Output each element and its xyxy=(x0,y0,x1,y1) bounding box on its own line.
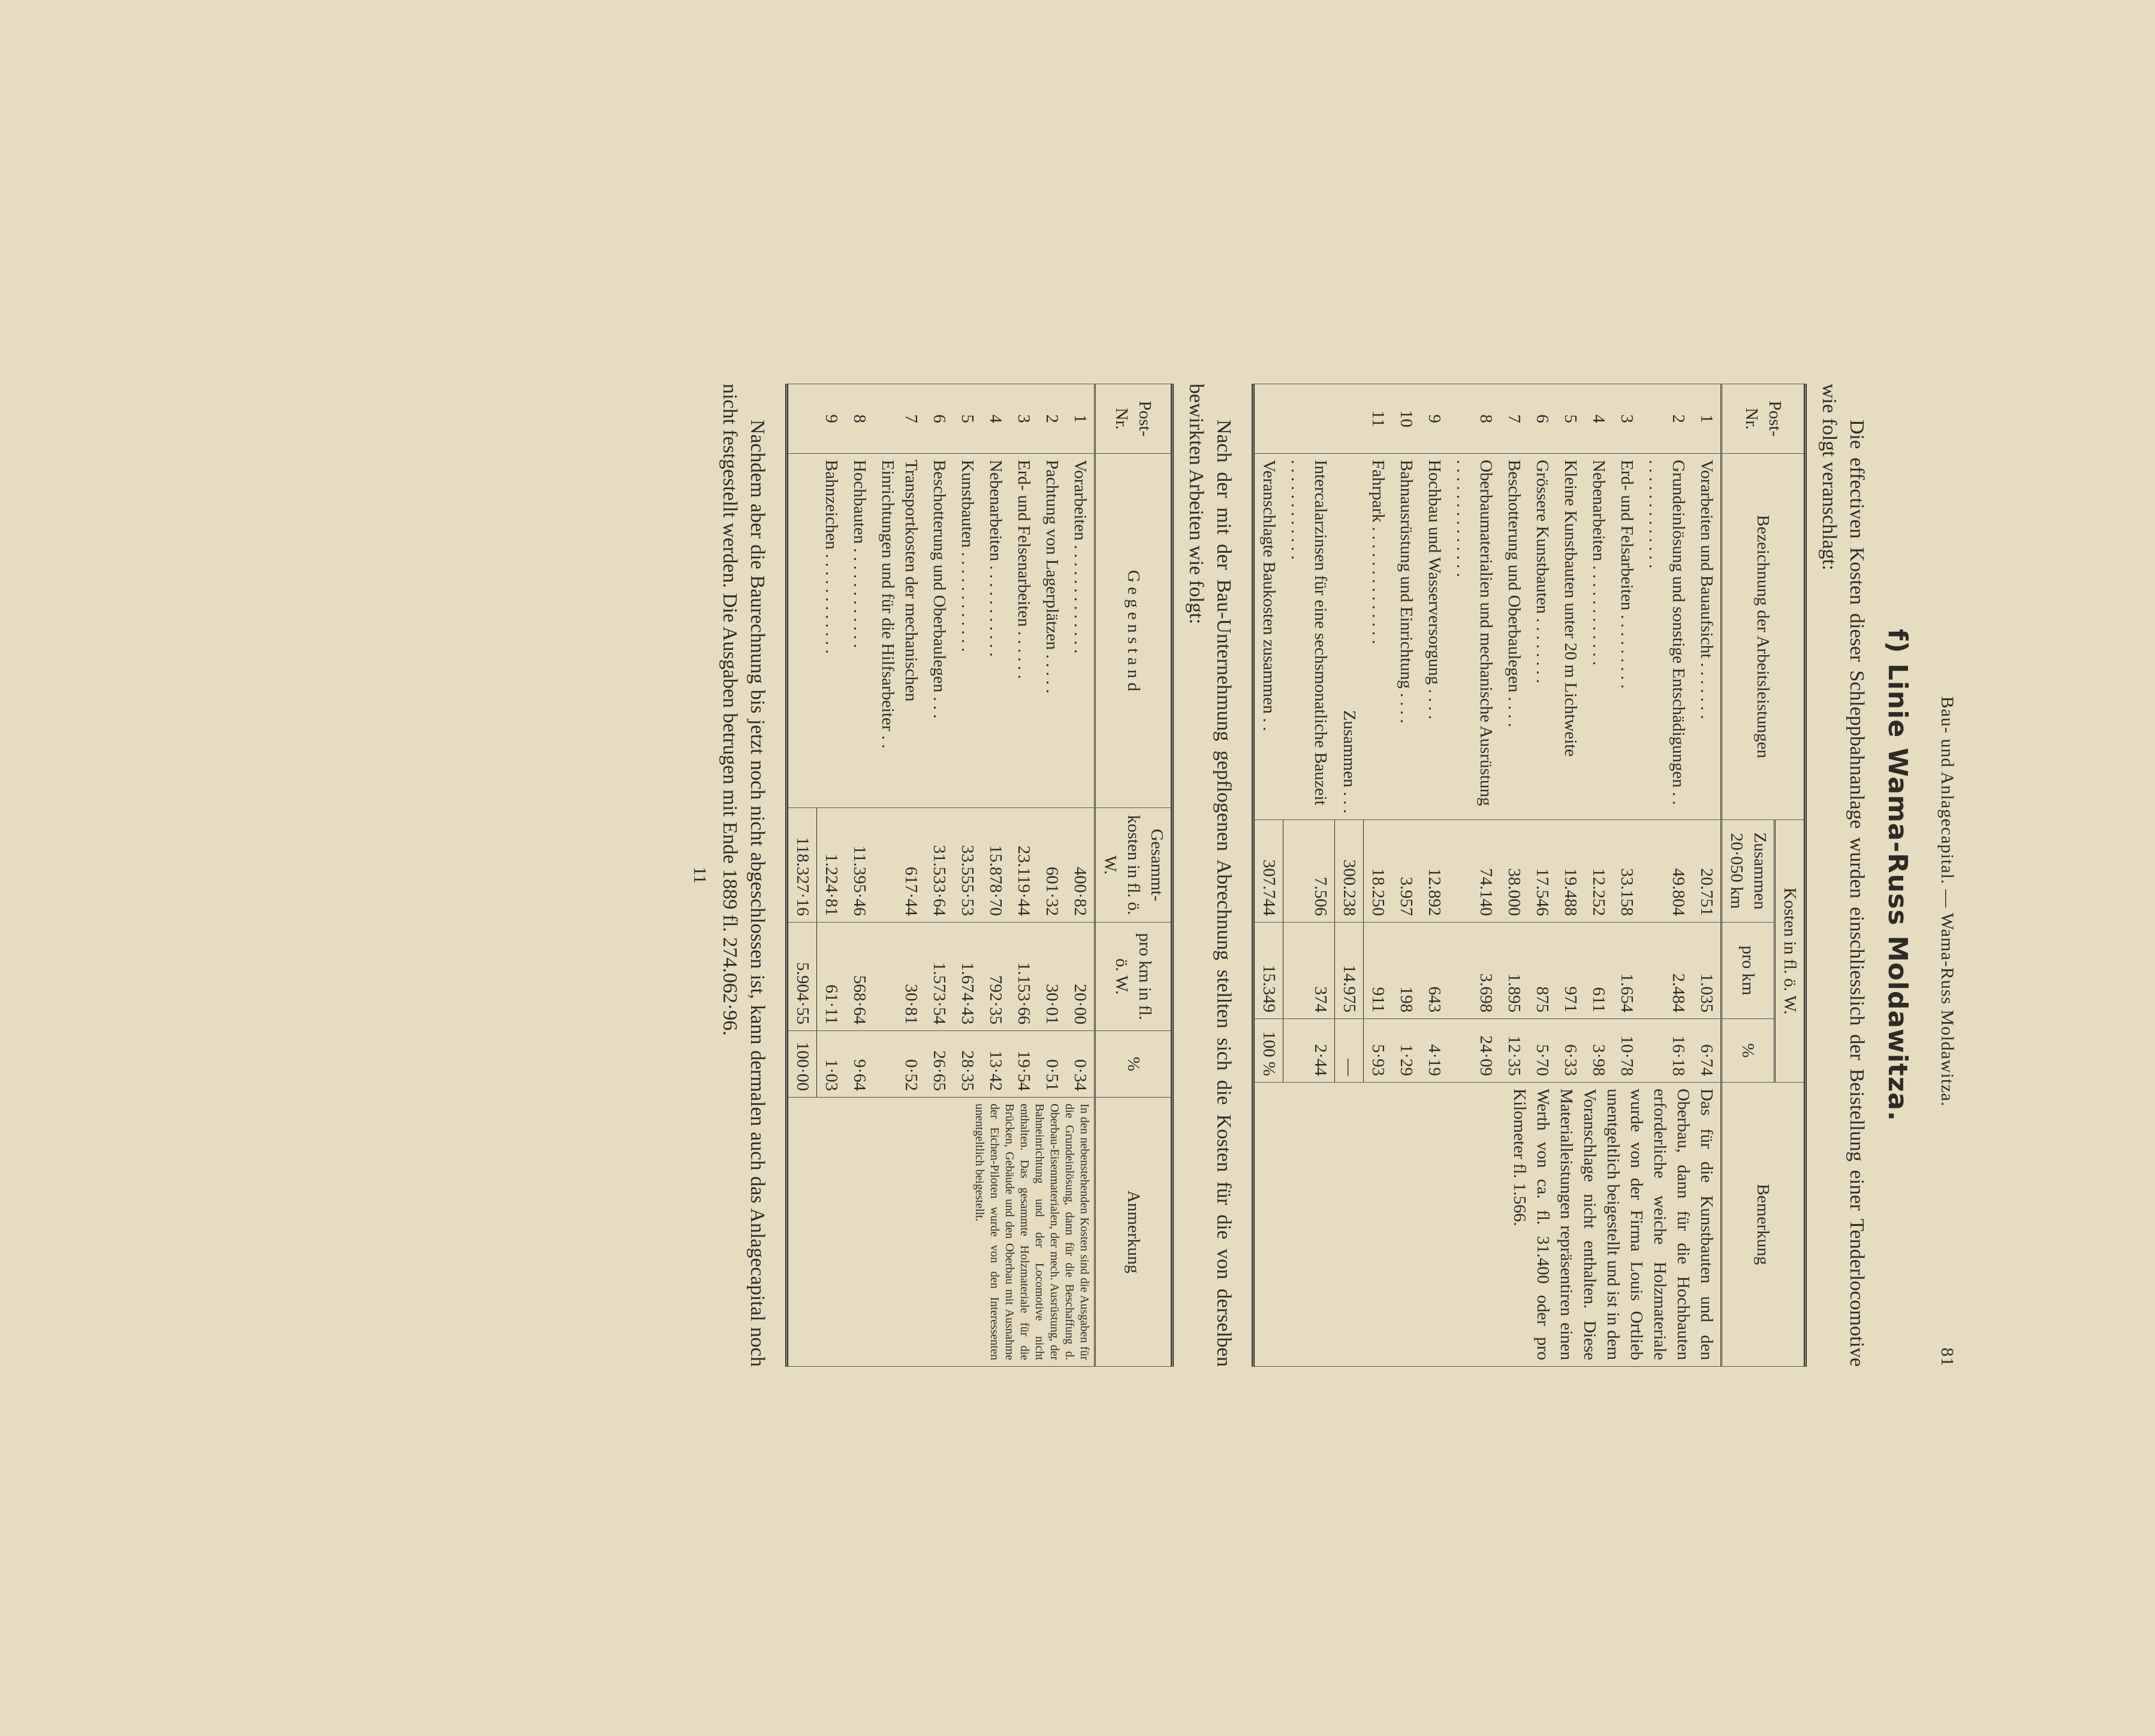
row-number: 7 xyxy=(1500,384,1528,454)
row-gesammtkosten: 15.878·70 xyxy=(981,808,1009,923)
row-zusammen: 49.804 xyxy=(1641,820,1692,923)
row-zusammen: 20.751 xyxy=(1692,820,1722,923)
interest-row-label: Intercalarzinsen für eine sechsmonatliche Bauzeit . . . . . . . . . . . . xyxy=(1283,454,1335,820)
row-percent: 3·98 xyxy=(1584,1019,1613,1083)
row-number: 9 xyxy=(1420,384,1448,454)
row-number: 2 xyxy=(1038,384,1066,454)
bemerkung-note: Das für die Kunstbauten und den Oberbau, dann für die Hochbauten erforderliche weiche Holzmateriale wurde von der Firma Louis Ortlieb unentgeltlich beigestellt und ist in dem Voranschlage nicht enthalten. Diese Materialleistungen repräsentiren einen Werth von ca. fl. 31.400 oder pro Kilometer fl. 1.566. xyxy=(1253,1083,1722,1367)
table-row xyxy=(1066,384,1095,1367)
row-pro-km: 611 xyxy=(1584,923,1613,1019)
row-pro-km: 1.674·43 xyxy=(953,923,981,1031)
col-header-bemerkung: Bemerkung xyxy=(1722,1083,1806,1367)
row-gesammtkosten: 400·82 xyxy=(1066,808,1095,923)
row-percent: 6·74 xyxy=(1692,1019,1722,1083)
interest-row-pro-km: 374 xyxy=(1283,923,1335,1019)
row-pro-km: 30·81 xyxy=(873,923,925,1031)
row-pro-km: 2.484 xyxy=(1641,923,1692,1019)
col-header-pro-km: pro km xyxy=(1722,923,1775,1019)
row-zusammen: 12.252 xyxy=(1584,820,1613,923)
row-bezeichnung: Vorarbeiten und Bauaufsicht . . . . . . . xyxy=(1692,454,1722,820)
col2-header-pro-km: pro km in fl. ö. W. xyxy=(1095,923,1173,1031)
row-gegenstand: Pachtung von Lagerplätzen . . . . . xyxy=(1038,454,1066,808)
row-pro-km: 875 xyxy=(1528,923,1556,1019)
row-bezeichnung: Kleine Kunstbauten unter 20 m Lichtweite xyxy=(1556,454,1584,820)
row-number: 11 xyxy=(1364,384,1393,454)
row-pro-km: 1.573·54 xyxy=(925,923,953,1031)
row-zusammen: 12.892 xyxy=(1420,820,1448,923)
col2-header-gesammtkosten: Gesammt-kosten in fl. ö. W. xyxy=(1095,808,1173,923)
subtotal-row-zusammen: 300.238 xyxy=(1335,820,1364,923)
row-number-empty xyxy=(1253,384,1283,454)
row-percent: 6·33 xyxy=(1556,1019,1584,1083)
row-percent: 26·65 xyxy=(925,1031,953,1098)
row-pro-km: 792·35 xyxy=(981,923,1009,1031)
subtotal-row-pro-km: 14.975 xyxy=(1335,923,1364,1019)
row-zusammen: 18.250 xyxy=(1364,820,1393,923)
row-bezeichnung: Nebenarbeiten . . . . . . . . . . . . xyxy=(1584,454,1613,820)
grand-total-row-percent: 100 % xyxy=(1253,1019,1283,1083)
row-number: 7 xyxy=(873,384,925,454)
interest-row-zusammen: 7.506 xyxy=(1283,820,1335,923)
row-gegenstand: Vorarbeiten . . . . . . . . . . . . . xyxy=(1066,454,1095,808)
row-number: 6 xyxy=(1528,384,1556,454)
closing-paragraph: Nachdem aber die Baurechnung bis jetzt noch nicht abgeschlossen ist, kann dermalen auch das Anlagecapital noch nicht festgestellt werden. Die Ausgaben betrugen mit Ende 1889 fl. 274.062·96. xyxy=(719,384,768,1367)
row-number: 5 xyxy=(1556,384,1584,454)
row-number: 8 xyxy=(1448,384,1500,454)
row-gegenstand: Transportkosten der mechanischen Einrichtungen und für die Hilfsarbeiter . . xyxy=(873,454,925,808)
row-bezeichnung: Grundeinlösung und sonstige Entschädigungen . . . . . . . . . . . . . . . xyxy=(1641,454,1692,820)
col2-header-nr: Post-Nr. xyxy=(1095,384,1173,454)
cost-estimate-body xyxy=(1253,384,1722,1367)
row-percent: 10·78 xyxy=(1613,1019,1641,1083)
section-title: f) Linie Wama-Russ Moldawitza. xyxy=(1882,629,1913,1122)
row-pro-km: 1.153·66 xyxy=(1009,923,1038,1031)
row-percent: 13·42 xyxy=(981,1031,1009,1098)
row-number: 1 xyxy=(1066,384,1095,454)
row-percent: 1·29 xyxy=(1392,1019,1420,1083)
row-pro-km: 971 xyxy=(1556,923,1584,1019)
col-header-zusammen: Zusammen 20·050 km xyxy=(1722,820,1775,923)
row-gesammtkosten: 23.119·44 xyxy=(1009,808,1038,923)
row-number: 3 xyxy=(1613,384,1641,454)
row-gegenstand: Erd- und Felsenarbeiten . . . . . . xyxy=(1009,454,1038,808)
row-number-empty xyxy=(1335,384,1364,454)
row-percent: 28·35 xyxy=(953,1031,981,1098)
col2-header-gegenstand: G e g e n s t a n d xyxy=(1095,454,1173,808)
row-number: 4 xyxy=(1584,384,1613,454)
anmerkung-note: In den nebenstehenden Kosten sind die Ausgaben für die Grundeinlösung, dann für die Beschaffung d. Oberbau-Eisenmaterialen, der mech. Ausrüstung, der Bahneinrichtung und der Locomotive nicht enthalten. Das gesammte Holzmateriale für die Brücken, Gebäude und den Oberbau mit Ausnahme der Eichen-Piloten wurde von den Interessenten unentgeltlich beigestellt. xyxy=(787,1098,1095,1367)
row-percent: 1·03 xyxy=(817,1031,846,1098)
row-zusammen: 19.488 xyxy=(1556,820,1584,923)
row-zusammen: 74.140 xyxy=(1448,820,1500,923)
row-number: 2 xyxy=(1641,384,1692,454)
running-header xyxy=(1937,384,1957,1367)
settlement-table xyxy=(785,384,1174,1367)
row-zusammen: 3.957 xyxy=(1392,820,1420,923)
row-percent: 5·93 xyxy=(1364,1019,1393,1083)
row-number: 9 xyxy=(817,384,846,454)
subtotal-row-label: Zusammen . . . xyxy=(1335,454,1364,820)
subtotal-row-percent: — xyxy=(1335,1019,1364,1083)
row-gesammtkosten: 31.533·64 xyxy=(925,808,953,923)
row-percent: 24·09 xyxy=(1448,1019,1500,1083)
row-pro-km: 1.654 xyxy=(1613,923,1641,1019)
row-number: 3 xyxy=(1009,384,1038,454)
row-gesammtkosten: 33.555·53 xyxy=(953,808,981,923)
row-percent: 0·52 xyxy=(873,1031,925,1098)
col-header-nr: Post-Nr. xyxy=(1722,384,1806,454)
row-bezeichnung: Fahrpark . . . . . . . . . . . . . . xyxy=(1364,454,1393,820)
row-pro-km: 1.895 xyxy=(1500,923,1528,1019)
row-percent: 12·35 xyxy=(1500,1019,1528,1083)
row-percent: 5·70 xyxy=(1528,1019,1556,1083)
interest-row-percent: 2·44 xyxy=(1283,1019,1335,1083)
row-number: 6 xyxy=(925,384,953,454)
row-pro-km: 30·01 xyxy=(1038,923,1066,1031)
row-bezeichnung: Beschotterung und Oberbaulegen . . . . xyxy=(1500,454,1528,820)
row-pro-km: 1.035 xyxy=(1692,923,1722,1019)
row-zusammen: 17.546 xyxy=(1528,820,1556,923)
row-number: 1 xyxy=(1692,384,1722,454)
table-row xyxy=(1692,384,1722,1367)
row-gegenstand: Bahnzeichen . . . . . . . . . . . . xyxy=(817,454,846,808)
row-zusammen: 33.158 xyxy=(1613,820,1641,923)
row-pro-km: 3.698 xyxy=(1448,923,1500,1019)
signature-mark: 11 xyxy=(690,866,710,884)
row-gegenstand: Kunstbauten . . . . . . . . . . . . xyxy=(953,454,981,808)
row-gegenstand: Nebenarbeiten . . . . . . . . . . . xyxy=(981,454,1009,808)
col-header-percent: % xyxy=(1722,1019,1775,1083)
row-bezeichnung: Hochbau und Wasserversorgung . . . . xyxy=(1420,454,1448,820)
row-gesammtkosten: 1.224·81 xyxy=(817,808,846,923)
row-percent: 0·51 xyxy=(1038,1031,1066,1098)
intro-paragraph: Die effectiven Kosten dieser Schleppbahnanlage wurden einschliesslich der Beistellung einer Tenderlocomotive wie folgt veranschlagt: xyxy=(1818,384,1868,1367)
running-header-title: Bau- und Anlagecapital. — Wama-Russ Moldawitza. xyxy=(1937,696,1957,1107)
total-gesammtkosten: 118.327·16 xyxy=(787,808,817,923)
row-zusammen: 38.000 xyxy=(1500,820,1528,923)
mid-paragraph: Nach der mit der Bau-Unternehmung gepflogenen Abrechnung stellten sich die Kosten für die von derselben bewirkten Arbeiten wie folgt: xyxy=(1185,384,1235,1367)
row-bezeichnung: Grössere Kunstbauten . . . . . . . . xyxy=(1528,454,1556,820)
document-page xyxy=(689,384,1957,1367)
row-number: 5 xyxy=(953,384,981,454)
row-percent: 4·19 xyxy=(1420,1019,1448,1083)
grand-total-row-pro-km: 15.349 xyxy=(1253,923,1283,1019)
row-gesammtkosten: 617·44 xyxy=(873,808,925,923)
row-bezeichnung: Erd- und Felsarbeiten . . . . . . . . . xyxy=(1613,454,1641,820)
grand-total-row-zusammen: 307.744 xyxy=(1253,820,1283,923)
row-percent: 19·54 xyxy=(1009,1031,1038,1098)
row-percent: 9·64 xyxy=(845,1031,873,1098)
row-number: 8 xyxy=(845,384,873,454)
col-header-kosten: Kosten in fl. ö. W. xyxy=(1775,820,1806,1083)
row-number: 4 xyxy=(981,384,1009,454)
row-pro-km: 911 xyxy=(1364,923,1393,1019)
row-pro-km: 20·00 xyxy=(1066,923,1095,1031)
page-number: 81 xyxy=(1937,1348,1957,1367)
row-number-empty xyxy=(1283,384,1335,454)
grand-total-row-label: Veranschlagte Baukosten zusammen . . xyxy=(1253,454,1283,820)
total-empty-nr xyxy=(787,384,817,454)
row-gesammtkosten: 601·32 xyxy=(1038,808,1066,923)
row-gesammtkosten: 11.395·46 xyxy=(845,808,873,923)
row-percent: 0·34 xyxy=(1066,1031,1095,1098)
col2-header-anmerkung: Anmerkung xyxy=(1095,1098,1173,1367)
total-percent: 100·00 xyxy=(787,1031,817,1098)
cost-estimate-table xyxy=(1252,384,1807,1367)
row-gegenstand: Beschotterung und Oberbaulegen . . . xyxy=(925,454,953,808)
settlement-body xyxy=(787,384,1095,1367)
row-gegenstand: Hochbauten . . . . . . . . . . . . xyxy=(845,454,873,808)
row-bezeichnung: Bahnausrüstung und Einrichtung . . . . xyxy=(1392,454,1420,820)
row-number: 10 xyxy=(1392,384,1420,454)
row-percent: 16·18 xyxy=(1641,1019,1692,1083)
row-pro-km: 61·11 xyxy=(817,923,846,1031)
row-pro-km: 198 xyxy=(1392,923,1420,1019)
col2-header-percent: % xyxy=(1095,1031,1173,1098)
row-pro-km: 643 xyxy=(1420,923,1448,1019)
col-header-bezeichnung: Bezeichnung der Arbeitsleistungen xyxy=(1722,454,1806,820)
total-empty-label xyxy=(787,454,817,808)
total-pro-km: 5.904·55 xyxy=(787,923,817,1031)
row-bezeichnung: Oberbaumaterialien und mechanische Ausrüstung . . . . . . . . . . . . . . xyxy=(1448,454,1500,820)
row-pro-km: 568·64 xyxy=(845,923,873,1031)
